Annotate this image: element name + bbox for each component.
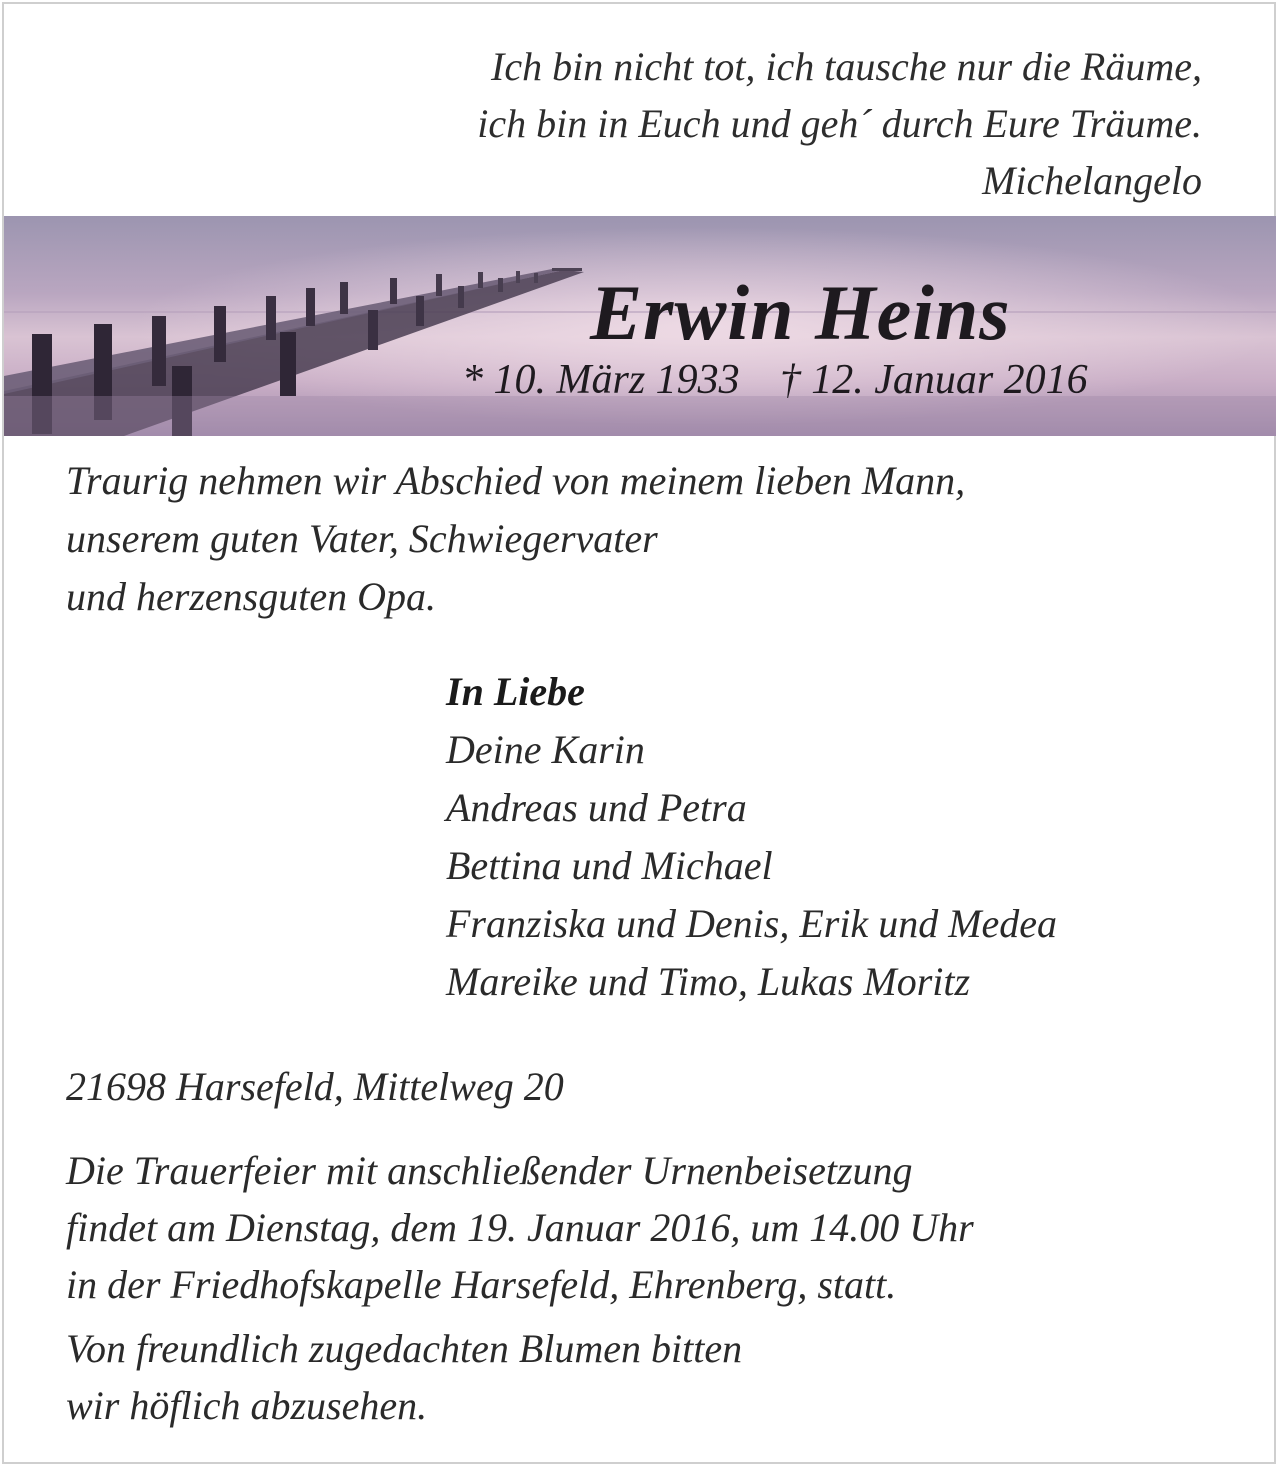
family-member: Mareike und Timo, Lukas Moritz <box>446 959 971 1004</box>
quote-line: ich bin in Euch und geh´ durch Eure Träume. <box>477 101 1202 146</box>
ceremony-line: Die Trauerfeier mit anschließender Urnenbeisetzung <box>66 1148 913 1193</box>
farewell-line: unserem guten Vater, Schwiegervater <box>66 516 658 561</box>
family-member: Franziska und Denis, Erik und Medea <box>446 901 1058 946</box>
family-member: Deine Karin <box>446 727 645 772</box>
flowers-request <box>66 1320 742 1434</box>
family-heading: In Liebe <box>446 669 585 714</box>
birth-date: * 10. März 1933 <box>462 357 740 403</box>
quote-block <box>477 38 1202 209</box>
life-dates <box>462 356 1088 404</box>
quote-line: Ich bin nicht tot, ich tausche nur die Räume, <box>491 44 1202 89</box>
flowers-line: wir höflich abzusehen. <box>66 1383 428 1428</box>
flowers-line: Von freundlich zugedachten Blumen bitten <box>66 1326 743 1371</box>
deceased-name: Erwin Heins <box>590 269 1011 356</box>
farewell-line: und herzensguten Opa. <box>66 574 436 619</box>
death-date: † 12. Januar 2016 <box>779 357 1088 403</box>
ceremony-line: findet am Dienstag, dem 19. Januar 2016, um 14.00 Uhr <box>66 1205 974 1250</box>
farewell-text <box>66 452 965 626</box>
family-member: Andreas und Petra <box>446 785 747 830</box>
ceremony-line: in der Friedhofskapelle Harsefeld, Ehrenberg, statt. <box>66 1262 897 1307</box>
family-member: Bettina und Michael <box>446 843 773 888</box>
family-signatures <box>446 663 1057 1011</box>
quote-author: Michelangelo <box>982 158 1202 203</box>
farewell-line: Traurig nehmen wir Abschied von meinem lieben Mann, <box>66 458 966 503</box>
family-address: 21698 Harsefeld, Mittelweg 20 <box>66 1064 564 1109</box>
ceremony-info <box>66 1142 974 1313</box>
